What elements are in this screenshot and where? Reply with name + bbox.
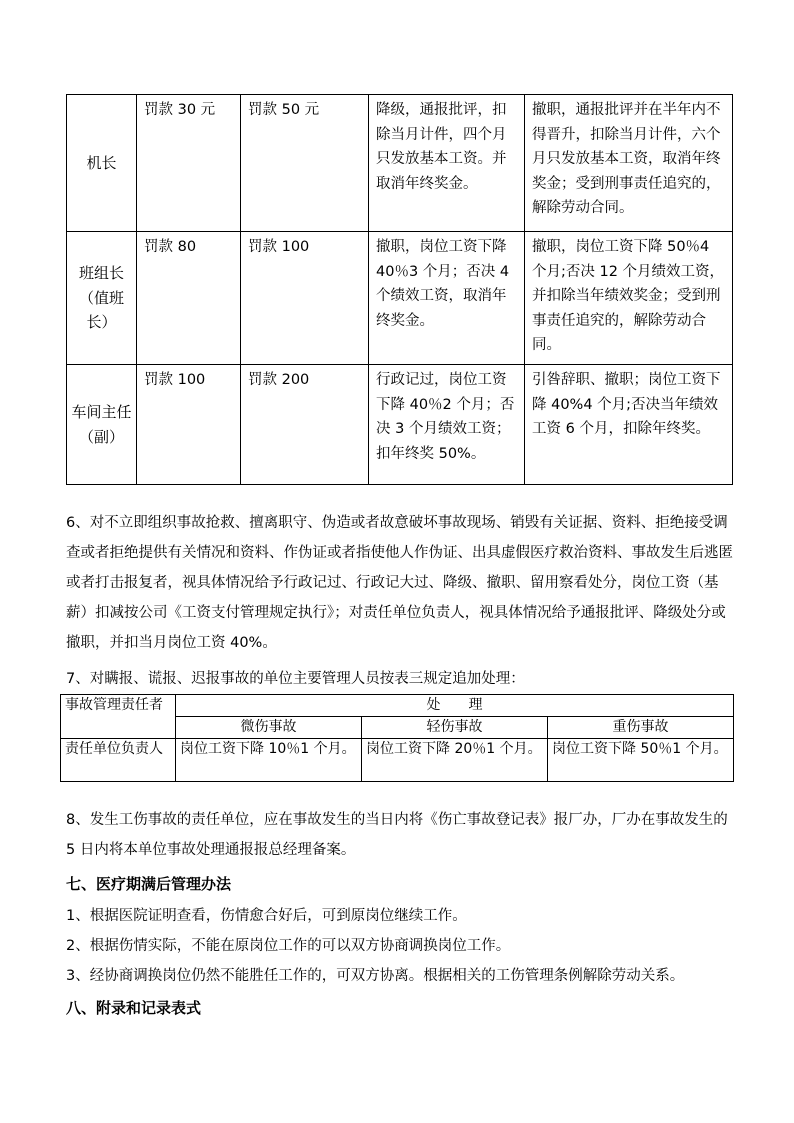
paragraph-6: 6、对不立即组织事故抢救、擅离职守、伪造或者故意破坏事故现场、销毁有关证据、资料、拒绝接受调查或者拒绝提供有关情况和资料、作伪证或者指使他人作伪证、出具虚假医疗救治资料、事故发生后逃匿或者打击报复者，视具体情况给予行政记过、行政记大过、降级、撤职、留用察看处分，岗位工资（基薪）扣减按公司《工资支付管理规定执行》；对责任单位负责人，视具体情况给予通报批评、降级处分或撤职，并扣当月岗位工资 40%。 bbox=[66, 515, 733, 651]
list-item: 1、根据医院证明查看，伤情愈合好后，可到原岗位继续工作。 bbox=[66, 908, 467, 924]
list-item: 3、经协商调换岗位仍然不能胜任工作的，可双方协离。根据相关的工伤管理条例解除劳动关系。 bbox=[66, 968, 685, 984]
value-cell: 岗位工资下降 10％1 个月。 bbox=[176, 739, 362, 782]
role-cell: 班组长（值班长） bbox=[67, 232, 137, 365]
penalty-cell: 撤职，通报批评并在半年内不得晋升，扣除当月计件，六个月只发放基本工资，取消年终奖金；受到刑事责任追究的，解除劳动合同。 bbox=[525, 95, 733, 232]
penalty-cell: 撤职，岗位工资下降 40％3 个月；否决 4 个绩效工资，取消年终奖金。 bbox=[369, 232, 525, 365]
header-cell: 重伤事故 bbox=[548, 717, 734, 739]
penalty-cell: 罚款 100 bbox=[137, 365, 241, 485]
header-cell: 轻伤事故 bbox=[362, 717, 548, 739]
penalty-cell: 罚款 100 bbox=[241, 232, 369, 365]
penalty-cell: 罚款 200 bbox=[241, 365, 369, 485]
table-row bbox=[67, 95, 733, 232]
penalty-cell: 罚款 50 元 bbox=[241, 95, 369, 232]
penalty-cell: 引咎辞职、撤职；岗位工资下降 40%4 个月;否决当年绩效工资 6 个月，扣除年终奖。 bbox=[525, 365, 733, 485]
penalty-cell: 罚款 80 bbox=[137, 232, 241, 365]
header-cell: 事故管理责任者 bbox=[61, 695, 176, 739]
penalty-cell: 行政记过，岗位工资下降 40％2 个月；否决 3 个月绩效工资；扣年终奖 50%。 bbox=[369, 365, 525, 485]
penalty-cell: 撤职，岗位工资下降 50％4 个月;否决 12 个月绩效工资，并扣除当年绩效奖金；受到刑事责任追究的，解除劳动合同。 bbox=[525, 232, 733, 365]
section-heading-8: 八、附录和记录表式 bbox=[66, 999, 202, 1017]
value-cell: 岗位工资下降 50％1 个月。 bbox=[548, 739, 734, 782]
table-header-row bbox=[61, 695, 734, 717]
penalty-table bbox=[66, 94, 733, 485]
role-cell: 车间主任（副） bbox=[67, 365, 137, 485]
paragraph-7: 7、对瞒报、谎报、迟报事故的单位主要管理人员按表三规定追加处理： bbox=[66, 671, 525, 687]
report-penalty-table bbox=[60, 694, 734, 782]
row-label-cell: 责任单位负责人 bbox=[61, 739, 176, 782]
paragraph-8: 8、发生工伤事故的责任单位，应在事故发生的当日内将《伤亡事故登记表》报厂办，厂办在事故发生的 5 日内将本单位事故处理通报报总经理备案。 bbox=[66, 812, 728, 858]
header-cell: 微伤事故 bbox=[176, 717, 362, 739]
header-cell: 处 理 bbox=[176, 695, 734, 717]
table-row bbox=[67, 365, 733, 485]
table-row bbox=[61, 739, 734, 782]
penalty-cell: 罚款 30 元 bbox=[137, 95, 241, 232]
section-heading-7: 七、医疗期满后管理办法 bbox=[66, 875, 232, 893]
value-cell: 岗位工资下降 20％1 个月。 bbox=[362, 739, 548, 782]
list-item: 2、根据伤情实际，不能在原岗位工作的可以双方协商调换岗位工作。 bbox=[66, 938, 511, 954]
penalty-cell: 降级，通报批评，扣除当月计件，四个月只发放基本工资。并取消年终奖金。 bbox=[369, 95, 525, 232]
table-row bbox=[67, 232, 733, 365]
role-cell: 机长 bbox=[67, 95, 137, 232]
